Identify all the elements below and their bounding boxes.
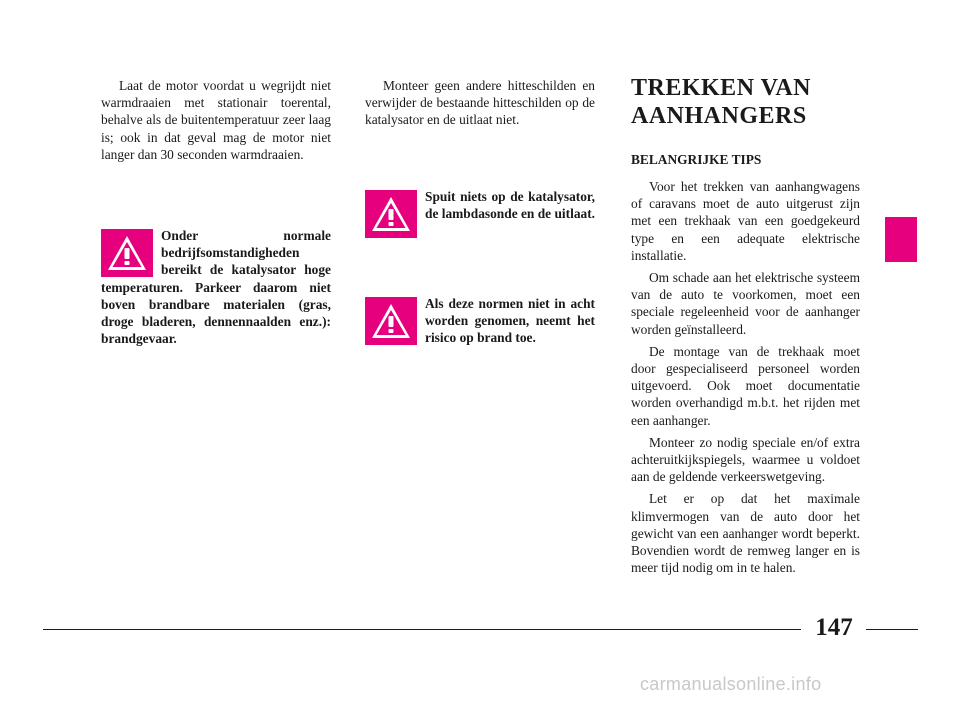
warning-text: Onder normale bedrijfsomstandigheden bereikt de katalysator hoge temperaturen. Parkeer daarom niet boven brandbare materialen (gras, droge bladeren, dennennaalden enz.): brandgevaar. [101,228,331,347]
paragraph-tow-hook-installation: De montage van de trekhaak moet door gespecialiseerd personeel worden uitgevoerd. Ook moet documentatie worden overhandigd m.b.t. het rijden met een aanhanger. [631,343,860,428]
section-heading [631,74,871,130]
section-tab-marker [885,217,917,262]
paragraph-heat-shields: Monteer geen andere hitteschilden en verwijder de bestaande hitteschilden op de katalysator en de uitlaat niet. [365,78,595,128]
subheading: BELANGRIJKE TIPS [631,152,762,167]
paragraph-mirrors: Monteer zo nodig speciale en/of extra achteruitkijkspiegels, waarmee u voldoet aan de geldende verkeerswetgeving. [631,434,860,485]
footer-rule-left [43,629,801,630]
warning-text: Spuit niets op de katalysator, de lambdasonde en de uitlaat. [425,189,596,222]
warning-block-no-spray [365,188,595,238]
watermark: carmanualsonline.info [640,674,822,694]
warning-text: Als deze normen niet in acht worden genomen, neemt het risico op brand toe. [425,296,595,346]
paragraph-climbing-ability: Let er op dat het maximale klimvermogen van de auto door het gewicht van een aanhanger wordt beperkt. Bovendien wordt de remweg langer en is meer tijd nodig om in te halen. [631,491,860,576]
warning-triangle-icon [101,229,153,277]
paragraph-towing-requirements: Voor het trekken van aanhangwagens of caravans moet de auto uitgerust zijn met een trekhaak van een goedgekeurd type en een adequate elektrische installatie. [631,179,860,263]
warning-triangle-icon [365,190,417,238]
column-1 [101,77,331,163]
footer-rule-right [866,629,918,630]
column-2 [365,77,595,129]
paragraph-engine-warmup: Laat de motor voordat u wegrijdt niet warmdraaien met stationair toerental, behalve als de buitentemperatuur zeer laag is; ook in dat geval mag de motor niet langer dan 30 seconden warmdraaien. [101,78,331,162]
heading-line-2: AANHANGERS [631,103,807,129]
page-number: 147 [815,614,853,641]
paragraph-control-unit: Om schade aan het elektrische systeem van de auto te voorkomen, moet een speciale regeleenheid voor de aanhanger worden geïnstalleerd. [631,270,860,337]
warning-block-catalyst-temperature [101,227,331,347]
heading-line-1: TREKKEN VAN [631,75,811,101]
column-3-body [631,178,860,576]
warning-block-fire-risk [365,295,595,347]
warning-triangle-icon [365,297,417,345]
